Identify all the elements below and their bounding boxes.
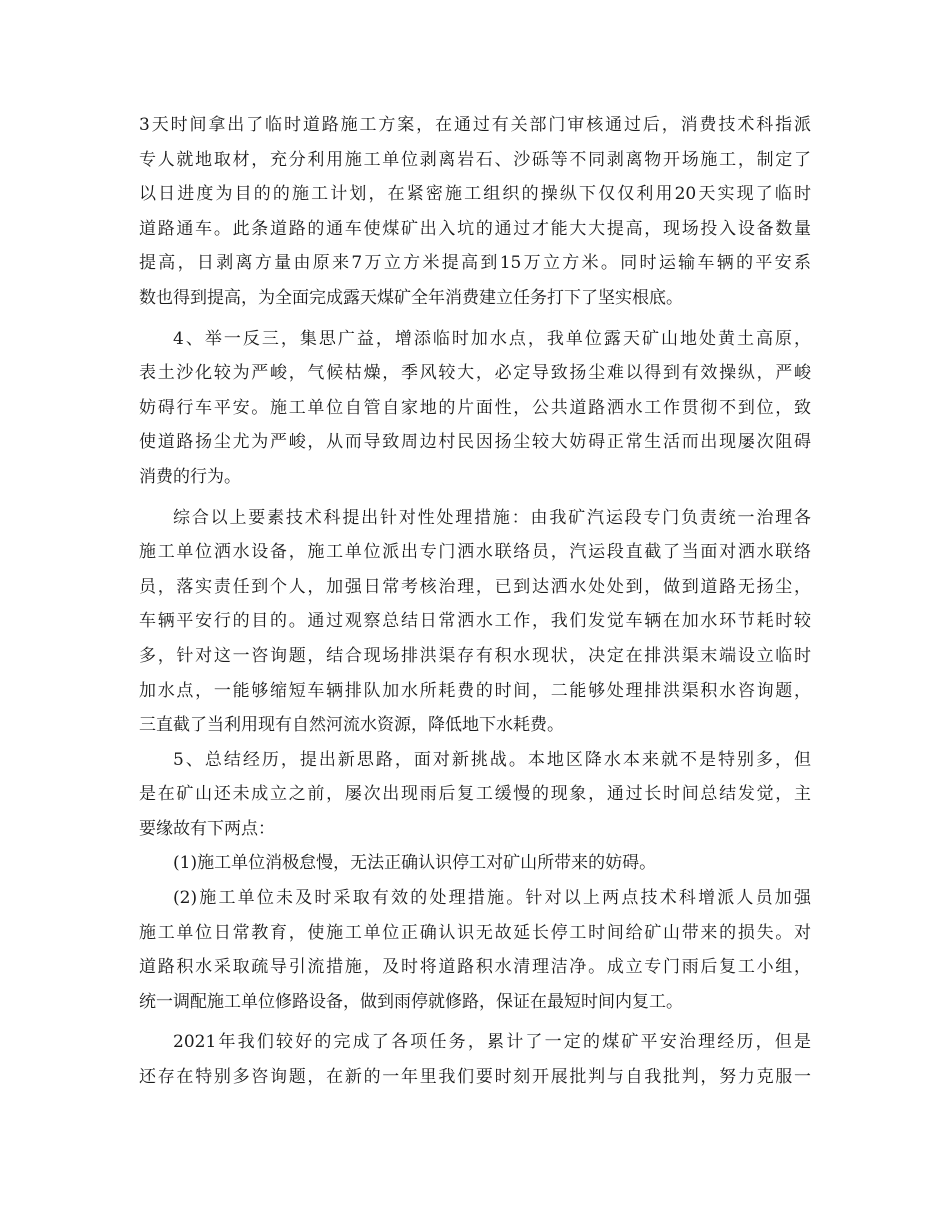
- text-line: 员，落实责任到个人，加强日常考核治理，已到达洒水处处到，做到道路无扬尘，: [139, 576, 811, 597]
- text-line: 使道路扬尘尤为严峻，从而导致周边村民因扬尘较大妨碍正常生活而出现屡次阻碍: [139, 432, 811, 453]
- paragraph: [139, 501, 811, 743]
- text-line: 数也得到提高，为全面完成露天煤矿全年消费建立任务打下了坚实根底。: [139, 287, 683, 308]
- text-line: 车辆平安行的目的。通过观察总结日常洒水工作，我们发觉车辆在加水环节耗时较: [139, 611, 811, 632]
- text-line: (2)施工单位未及时采取有效的处理措施。针对以上两点技术科增派人员加强: [173, 888, 811, 909]
- paragraph: [139, 322, 811, 495]
- paragraph: [139, 743, 811, 847]
- text-line: 统一调配施工单位修路设备，做到雨停就修路，保证在最短时间内复工。: [139, 991, 683, 1012]
- text-line: 4、举一反三，集思广益，增添临时加水点，我单位露天矿山地处黄土高原，: [173, 328, 811, 349]
- text-line: 5、总结经历，提出新思路，面对新挑战。本地区降水本来就不是特别多，但: [173, 749, 811, 770]
- paragraph: [139, 846, 811, 881]
- text-line: 消费的行为。: [139, 466, 241, 487]
- text-line: (1)施工单位消极怠慢，无法正确认识停工对矿山所带来的妨碍。: [173, 853, 657, 874]
- text-line: 道路积水采取疏导引流措施，及时将道路积水清理洁净。成立专门雨后复工小组，: [139, 957, 811, 978]
- text-line: 施工单位日常教育，使施工单位正确认识无故延长停工时间给矿山带来的损失。对: [139, 922, 811, 943]
- text-line: 加水点，一能够缩短车辆排队加水所耗费的时间，二能够处理排洪渠积水咨询题，: [139, 680, 811, 701]
- paragraph: [139, 881, 811, 1019]
- text-line: 道路通车。此条道路的通车使煤矿出入坑的通过才能大大提高，现场投入设备数量: [139, 218, 811, 239]
- text-line: 妨碍行车平安。施工单位自管自家地的片面性，公共道路洒水工作贯彻不到位，致: [139, 397, 811, 418]
- text-line: 是在矿山还未成立之前，屡次出现雨后复工缓慢的现象，通过长时间总结发觉，主: [139, 784, 811, 805]
- paragraph: [139, 1025, 811, 1094]
- text-line: 多，针对这一咨询题，结合现场排洪渠存有积水现状，决定在排洪渠末端设立临时: [139, 645, 811, 666]
- text-line: 还存在特别多咨询题，在新的一年里我们要时刻开展批判与自我批判，努力克服一: [139, 1067, 811, 1088]
- text-line: 要缘故有下两点：: [139, 818, 275, 839]
- text-line: 提高，日剥离方量由原来7万立方米提高到15万立方米。同时运输车辆的平安系: [139, 253, 811, 274]
- document-body: [139, 108, 811, 1095]
- text-line: 三直截了当利用现有自然河流水资源，降低地下水耗费。: [139, 715, 564, 736]
- paragraph: [139, 108, 811, 316]
- text-line: 表土沙化较为严峻，气候枯燥，季风较大，必定导致扬尘难以得到有效操纵，严峻: [139, 363, 811, 384]
- text-line: 2021年我们较好的完成了各项任务，累计了一定的煤矿平安治理经历，但是: [173, 1032, 811, 1053]
- text-line: 施工单位洒水设备，施工单位派出专门洒水联络员，汽运段直截了当面对洒水联络: [139, 542, 811, 563]
- text-line: 专人就地取材，充分利用施工单位剥离岩石、沙砾等不同剥离物开场施工，制定了: [139, 149, 811, 170]
- text-line: 以日进度为目的的施工计划，在紧密施工组织的操纵下仅仅利用20天实现了临时: [139, 184, 811, 205]
- text-line: 3天时间拿出了临时道路施工方案，在通过有关部门审核通过后，消费技术科指派: [139, 115, 811, 135]
- text-line: 综合以上要素技术科提出针对性处理措施：由我矿汽运段专门负责统一治理各: [173, 507, 811, 528]
